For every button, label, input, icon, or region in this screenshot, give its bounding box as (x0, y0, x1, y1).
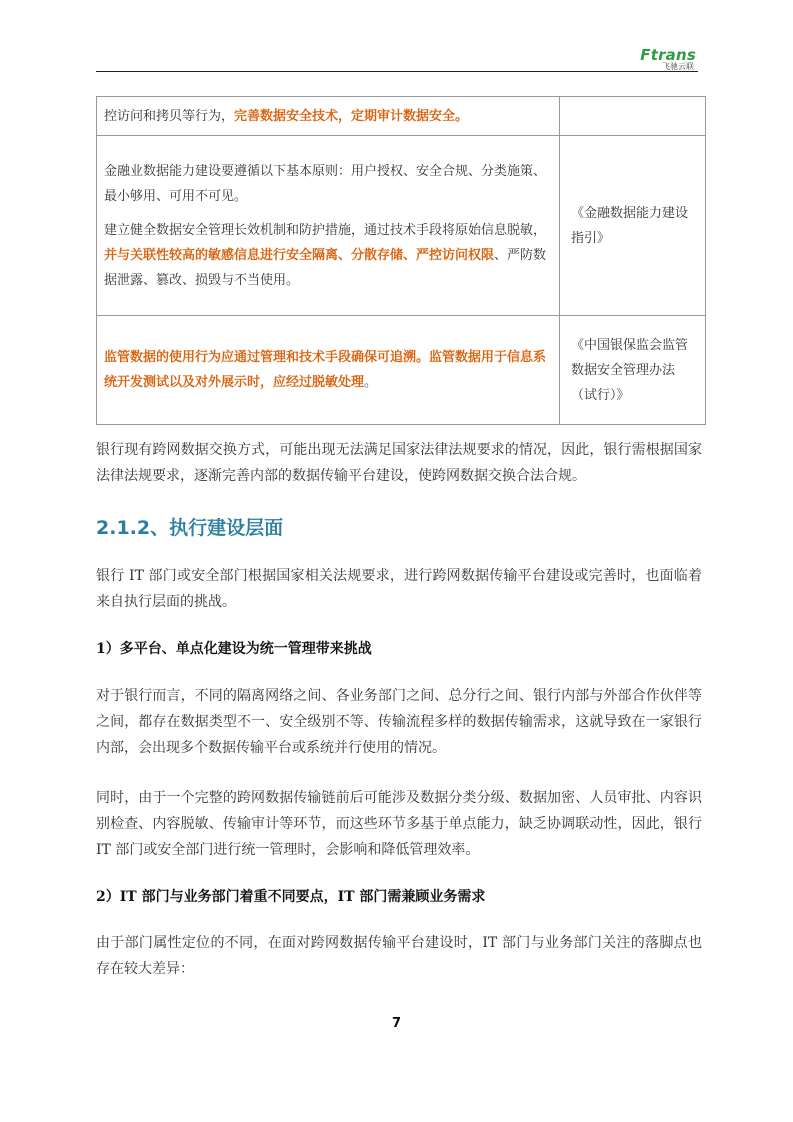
requirement-cell (97, 97, 560, 136)
regulation-table-body (97, 97, 706, 425)
requirement-paragraph (104, 218, 551, 293)
source-document-title: 《中国银保监会监管数据安全管理办法（试行）》 (571, 337, 689, 403)
requirement-text: 、严防数据泄露、篡改、损毁与不当使用。 (104, 247, 547, 288)
page-header (96, 44, 698, 72)
requirement-paragraph (104, 104, 551, 129)
intro-paragraph: 银行现有跨网数据交换方式，可能出现无法满足国家法律法规要求的情况，因此，银行需根据国家法律法规要求，逐渐完善内部的数据传输平台建设，使跨网数据交换合法合规。 (96, 442, 702, 484)
source-document-title: 《金融数据能力建设指引》 (571, 205, 689, 246)
subheading-2: 2）IT 部门与业务部门着重不同要点，IT 部门需兼顾业务需求 (96, 889, 486, 905)
sub1-paragraph-2: 同时，由于一个完整的跨网数据传输链前后可能涉及数据分类分级、数据加密、人员审批、内容识别检查、内容脱敏、传输审计等环节，而这些环节多基于单点能力，缺乏协调联动性，因此，银行 IT 部门或安全部门进行统一管理时，会影响和降低管理效率。 (96, 790, 702, 858)
ftrans-logo (626, 46, 698, 70)
source-cell (560, 316, 706, 425)
requirement-text: 金融业数据能力建设要遵循以下基本原则：用户授权、安全合规、分类施策、最小够用、可用不可见。 (104, 163, 547, 204)
subheading-1: 1）多平台、单点化建设为统一管理带来挑战 (96, 641, 372, 657)
logo-text: Ftrans (640, 46, 696, 64)
highlighted-text: 完善数据安全技术，定期审计数据安全。 (234, 108, 469, 124)
requirement-paragraph (104, 345, 551, 395)
requirement-cell (97, 316, 560, 425)
sub2-paragraph-1: 由于部门属性定位的不同，在面对跨网数据传输平台建设时，IT 部门与业务部门关注的落脚点也存在较大差异： (96, 935, 702, 977)
highlighted-text: 监管数据的使用行为应通过管理和技术手段确保可追溯。监管数据用于信息系统开发测试以及对外展示时，应经过脱敏处理 (104, 350, 547, 390)
highlighted-text: 并与关联性较高的敏感信息进行安全隔离、分散存储、严控访问权限 (104, 247, 495, 263)
table-row (97, 136, 706, 316)
table-row (97, 97, 706, 136)
requirement-text: 建立健全数据安全管理长效机制和防护措施，通过技术手段将原始信息脱敏， (104, 222, 547, 238)
requirement-text: 控访问和拷贝等行为， (104, 108, 235, 124)
section-heading: 2.1.2、执行建设层面 (96, 517, 284, 539)
source-cell (560, 97, 706, 136)
sub1-paragraph-1: 对于银行而言，不同的隔离网络之间、各业务部门之间、总分行之间、银行内部与外部合作伙伴等之间，都存在数据类型不一、安全级别不等、传输流程多样的数据传输需求，这就导致在一家银行内部，会出现多个数据传输平台或系统并行使用的情况。 (96, 688, 702, 756)
table-row (97, 316, 706, 425)
logo-subtext: 飞驰云联 (662, 62, 694, 71)
source-cell (560, 136, 706, 316)
page-number: 7 (391, 1016, 402, 1031)
section-intro-paragraph: 银行 IT 部门或安全部门根据国家相关法规要求，进行跨网数据传输平台建设或完善时，也面临着来自执行层面的挑战。 (96, 568, 702, 610)
requirement-text: 。 (364, 375, 378, 390)
requirement-paragraph (104, 159, 551, 209)
requirement-cell (97, 136, 560, 316)
regulation-table (96, 96, 706, 425)
